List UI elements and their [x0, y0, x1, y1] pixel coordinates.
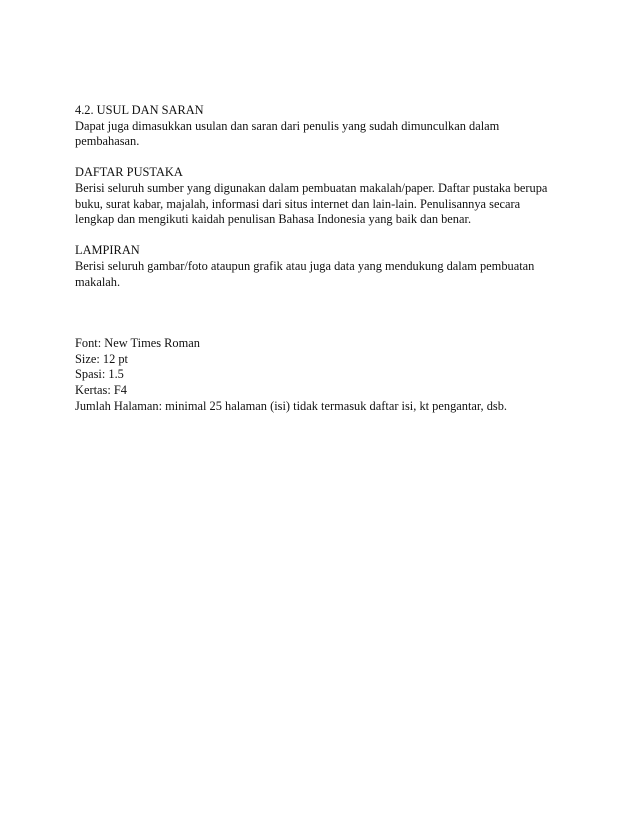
format-paper-line: Kertas: F4 — [75, 382, 127, 397]
paragraph-line: makalah. — [75, 274, 121, 289]
format-requirements — [75, 336, 575, 414]
section-daftar-pustaka — [75, 165, 575, 227]
paragraph-line: pembahasan. — [75, 134, 140, 149]
section-heading: LAMPIRAN — [75, 243, 140, 258]
paragraph-line: Berisi seluruh gambar/foto ataupun grafik atau juga data yang mendukung dalam pembuatan — [75, 258, 535, 273]
section-lampiran — [75, 243, 575, 290]
format-font-line: Font: New Times Roman — [75, 336, 200, 351]
format-page-count-line: Jumlah Halaman: minimal 25 halaman (isi) tidak termasuk daftar isi, kt pengantar, dsb. — [75, 398, 508, 413]
paragraph-line: lengkap dan mengikuti kaidah penulisan Bahasa Indonesia yang baik dan benar. — [75, 212, 472, 227]
paragraph-line: Berisi seluruh sumber yang digunakan dalam pembuatan makalah/paper. Daftar pustaka berupa — [75, 180, 548, 195]
paragraph-line: Dapat juga dimasukkan usulan dan saran dari penulis yang sudah dimunculkan dalam — [75, 118, 500, 133]
section-usul-dan-saran — [75, 103, 575, 150]
section-heading: 4.2. USUL DAN SARAN — [75, 103, 204, 117]
blank-space — [75, 290, 575, 336]
paragraph-line: buku, surat kabar, majalah, informasi dari situs internet dan lain-lain. Penulisannya secara — [75, 196, 521, 211]
section-heading: DAFTAR PUSTAKA — [75, 165, 183, 180]
format-spacing-line: Spasi: 1.5 — [75, 367, 124, 382]
format-size-line: Size: 12 pt — [75, 351, 128, 366]
document-body — [75, 103, 575, 414]
